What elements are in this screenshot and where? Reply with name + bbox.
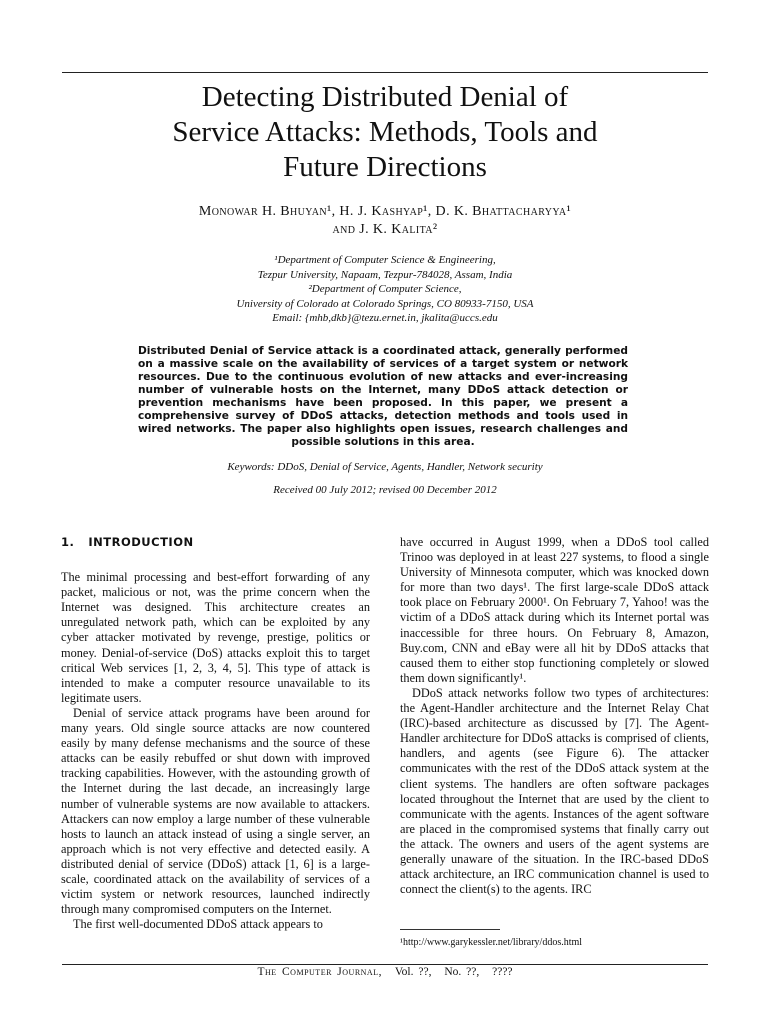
year: ????	[492, 966, 513, 978]
right-column	[400, 535, 709, 897]
abstract: Distributed Denial of Service attack is a coordinated attack, generally performed on a massive scale on the availability of services of a target system or network resources. Due to the continuous evolution of new attacks and ever-increasing number of vulnerable hosts on the Internet, many DDoS attack detection or prevention mechanisms have been proposed. In this paper, we present a comprehensive survey of DDoS attacks, detection methods and tools used in wired networks. The paper also highlights open issues, research challenges and possible solutions in this area.	[138, 345, 628, 448]
section-number: 1.	[61, 535, 75, 549]
section-title: INTRODUCTION	[88, 535, 194, 549]
paragraph: Denial of service attack programs have been around for many years. Old single source attacks are now countered easily by many defense mechanisms and the source of these attacks can be easily rebuffed or shut down with improved tracking capabilities. However, with the astounding growth of the Internet during the last decade, an increasingly large number of vulnerable systems are now available to attackers. Attackers can now employ a large number of these vulnerable hosts to launch an attack instead of using a single server, an approach which is not very effective and detected easily. A distributed denial of service (DDoS) attack [1, 6] is a large-scale, coordinated attack on the availability of services of a victim system or network resources, launched indirectly through many compromised computers on the Internet.	[61, 705, 370, 917]
paragraph: The minimal processing and best-effort forwarding of any packet, malicious or not, was the prime concern when the Internet was designed. This architecture creates an unregulated network path, which can be exploited by any cyber attacker motivated by revenge, prestige, politics or money. Denial-of-service (DoS) attacks exploit this to target critical Web services [1, 2, 3, 4, 5]. This type of attack is intended to make a computer resource unavailable to its legitimate users.	[61, 570, 370, 705]
author-list	[62, 203, 708, 239]
footnote-rule	[400, 929, 500, 930]
affiliations	[62, 253, 708, 326]
title-line: Future Directions	[283, 151, 487, 183]
title-line: Service Attacks: Methods, Tools and	[172, 116, 598, 148]
section-heading	[61, 535, 370, 550]
received-dates: Received 00 July 2012; revised 00 December 2012	[273, 484, 497, 496]
paragraph: DDoS attack networks follow two types of architectures: the Agent-Handler architecture and the Internet Relay Chat (IRC)-based architecture as discussed by [7]. The Agent-Handler architecture for DDoS attacks is comprised of clients, handlers, and agents (see Figure 6). The attacker communicates with the rest of the DDoS attack system at the client systems. The handlers are often software packages located throughout the Internet that are used by the client to communicate with the agents. Instances of the agent software are placed in the compromised systems that finally carry out the attack. The owners and users of the agent systems are generally unaware of the situation. In the IRC-based DDoS attack architecture, an IRC communication channel is used to connect the client(s) to the agents. IRC	[400, 685, 709, 897]
page-footer	[62, 966, 708, 978]
affiliation-line: ²Department of Computer Science,	[308, 283, 462, 295]
paragraph: The first well-documented DDoS attack appears to	[73, 917, 323, 932]
footnote: ¹http://www.garykessler.net/library/ddos.html	[400, 937, 583, 948]
affiliation-line: Tezpur University, Napaam, Tezpur-784028, Assam, India	[257, 268, 513, 281]
left-column	[61, 532, 370, 932]
title-line: Detecting Distributed Denial of	[201, 81, 569, 113]
authors-line-1: Monowar H. Bhuyan¹, H. J. Kashyap¹, D. K. Bhattacharyya¹	[198, 204, 572, 219]
paragraph: have occurred in August 1999, when a DDoS tool called Trinoo was deployed in at least 227 systems, to flood a single University of Minnesota computer, which was knocked down for more than two days¹. The first large-scale DDoS attack took place on February 2000¹. On February 7, Yahoo! was the victim of a DDoS attack during which its Internet portal was inaccessible for three hours. On February 8, Amazon, Buy.com, CNN and eBay were all hit by DDoS attacks that caused them to either stop functioning completely or slowed them down significantly¹.	[400, 535, 709, 685]
keywords: Keywords: DDoS, Denial of Service, Agents, Handler, Network security	[227, 461, 543, 473]
affiliation-line: ¹Department of Computer Science & Engineering,	[274, 254, 496, 266]
issue-number: No. ??,	[444, 966, 480, 978]
bottom-rule	[62, 964, 708, 965]
journal-name: The Computer Journal,	[257, 966, 382, 978]
volume: Vol. ??,	[394, 966, 432, 978]
paper-title	[62, 80, 708, 185]
top-rule	[62, 72, 708, 73]
affiliation-line: University of Colorado at Colorado Springs, CO 80933-7150, USA	[236, 297, 534, 310]
email-line: Email: {mhb,dkb}@tezu.ernet.in, jkalita@uccs.edu	[272, 312, 498, 324]
authors-line-2: and J. K. Kalita²	[332, 222, 438, 237]
